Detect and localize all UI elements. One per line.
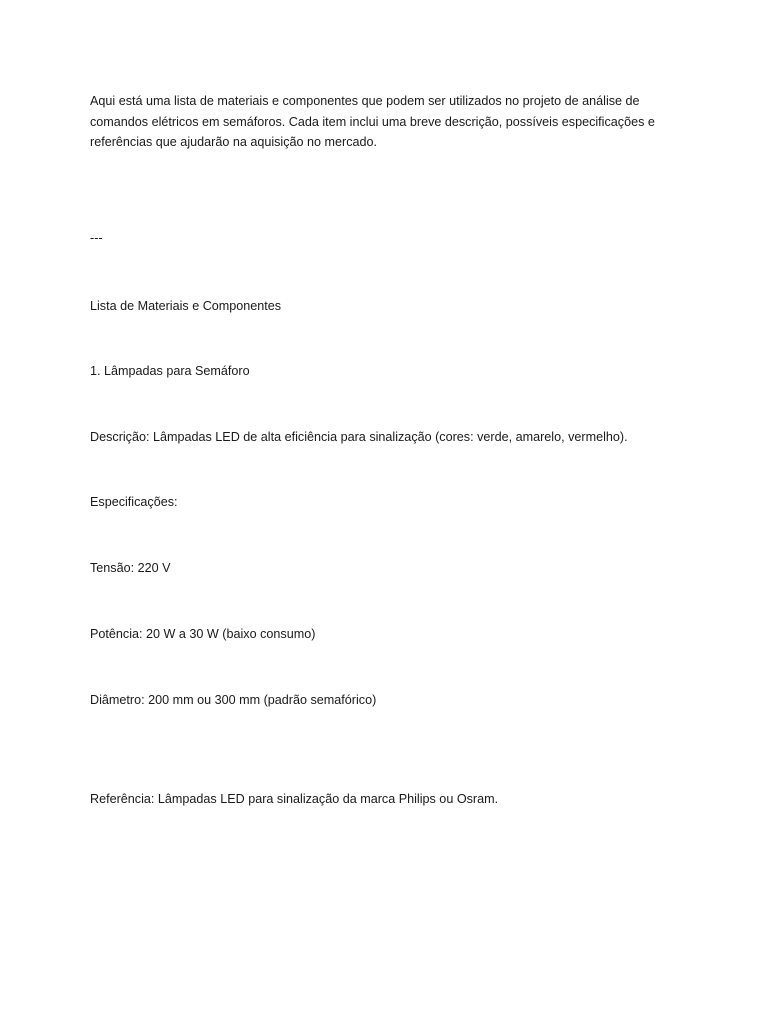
specs-label: Especificações: [90,495,178,509]
section-separator: --- [90,231,103,245]
spec-power: Potência: 20 W a 30 W (baixo consumo) [90,627,316,641]
intro-line: referências que ajudarão na aquisição no mercado. [90,135,378,149]
spec-voltage: Tensão: 220 V [90,561,171,575]
intro-paragraph [90,91,670,153]
list-title: Lista de Materiais e Componentes [90,299,282,313]
item-heading: 1. Lâmpadas para Semáforo [90,364,250,378]
item-reference: Referência: Lâmpadas LED para sinalização da marca Philips ou Osram. [90,792,499,806]
item-description: Descrição: Lâmpadas LED de alta eficiência para sinalização (cores: verde, amarelo, vermelho). [90,430,628,444]
intro-line: comandos elétricos em semáforos. Cada item inclui uma breve descrição, possíveis especificações e [90,114,655,129]
intro-line: Aqui está uma lista de materiais e componentes que podem ser utilizados no projeto de análise de [90,94,640,108]
spec-diameter: Diâmetro: 200 mm ou 300 mm (padrão semafórico) [90,693,377,707]
